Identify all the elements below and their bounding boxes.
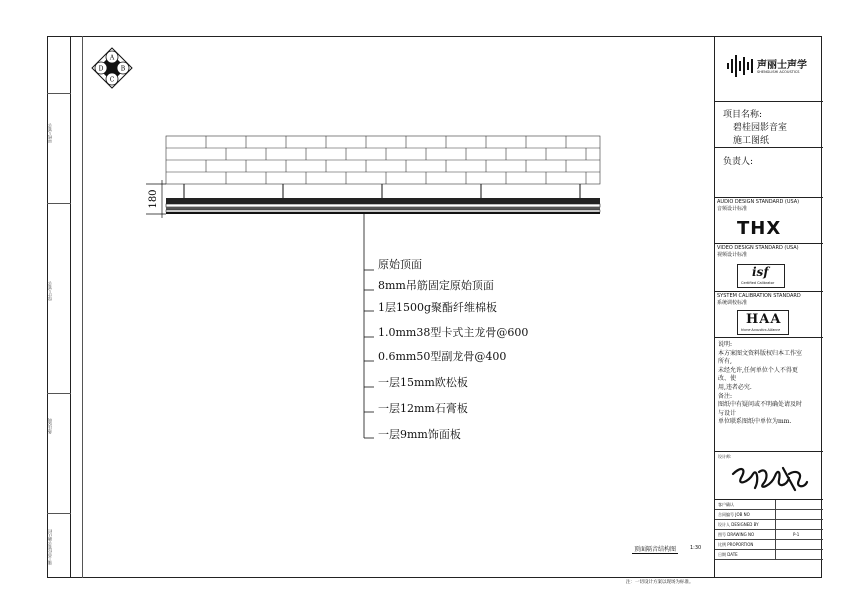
info-row-label: 比例 PROPORTION [718, 542, 754, 547]
haa-logo [737, 310, 789, 335]
project-subtitle: 施工图纸 [733, 136, 770, 146]
isf-logo [737, 264, 785, 288]
info-row [715, 550, 823, 560]
responsible-label: 负责人: [723, 157, 754, 167]
footer-note: 注：一切设计方案以现场为标准。 [626, 580, 694, 585]
original-ceiling-brick [166, 136, 600, 184]
info-row-label: 日期 DATE [718, 552, 738, 557]
designer-label: 设计师: [718, 454, 732, 459]
brand-name: 声丽士声学 [757, 60, 807, 71]
info-row [715, 500, 823, 510]
left-strip-inner [71, 36, 83, 578]
strip-cell [47, 94, 71, 204]
compass-letter: D [98, 65, 104, 73]
compass-icon [90, 46, 134, 90]
notes-title: 说明: [718, 341, 733, 348]
compass-letter: A [109, 54, 115, 62]
responsible-box [715, 148, 823, 198]
note-line: 图纸中有疑问或不明确处请及时 [718, 401, 803, 409]
callout-label: 一层15mm欧松板 [378, 376, 468, 389]
info-row [715, 520, 823, 530]
gypsum-layer [166, 210, 600, 212]
strip-label: 施工单位签字确认栏 [47, 529, 52, 565]
fiber-board-layer [166, 198, 600, 204]
callout-label: 原始顶面 [378, 258, 422, 271]
project-box [715, 102, 823, 148]
info-row [715, 510, 823, 520]
video-standard-title: VIDEO DESIGN STANDARD (USA) [717, 245, 799, 251]
keel-layer [166, 204, 600, 207]
left-signature-strip [47, 36, 71, 578]
info-row [715, 530, 823, 540]
isf-logo-text: isf [752, 265, 769, 279]
notes [718, 341, 822, 427]
hanger-rods [184, 184, 580, 198]
notes-box [715, 338, 823, 452]
strip-cell [47, 394, 71, 514]
compass-letter: C [109, 76, 115, 84]
callout-ticks [364, 270, 374, 438]
strip-cell [47, 36, 71, 94]
finish-panel-layer [166, 212, 600, 214]
strip-cell [47, 204, 71, 394]
logo-box [715, 36, 823, 102]
calibration-standard-title: SYSTEM CALIBRATION STANDARD [717, 293, 801, 299]
designer-signature [729, 460, 809, 496]
soundwave-logo-icon [727, 55, 757, 77]
note-line: 未经允许,任何单位个人不得更 [718, 366, 798, 374]
calibration-standard-box [715, 292, 823, 338]
video-standard-box [715, 244, 823, 292]
info-row-label: 客户确认 [718, 502, 734, 507]
callout-label: 一层9mm饰面板 [378, 428, 461, 441]
note-line: 备注: [718, 392, 733, 400]
note-line: 本方案图文资料版权归本工作室 [718, 349, 803, 357]
brand-subtitle: SHENGLISHI ACOUSTICS [757, 70, 800, 74]
osb-layer [166, 207, 600, 210]
note-line: 单位联系图纸中单位为mm. [718, 418, 792, 426]
haa-logo-sub: Home Acoustics Alliance [741, 328, 781, 332]
isf-logo-sub: Certified Calibrator [741, 281, 775, 285]
callout-label: 0.6mm50型副龙骨@400 [378, 350, 507, 363]
title-block [714, 36, 822, 578]
ceiling-section-drawing [140, 130, 610, 460]
callout-label: 8mm吊筋固定原始顶面 [378, 279, 494, 292]
audio-standard-box [715, 198, 823, 244]
designer-box [715, 452, 823, 500]
info-row-label: 设计人 DESIGNED BY [718, 522, 759, 527]
drawing-title: 顶面隔音结构图 [634, 546, 677, 553]
note-line: 所有, [718, 358, 732, 366]
info-row-label: 合同编号 JOB NO [718, 512, 750, 517]
info-row [715, 540, 823, 550]
drawing-scale: 1:30 [690, 545, 702, 551]
thx-logo: THX [737, 218, 782, 239]
note-line: 改、使 [718, 375, 737, 383]
project-label: 项目名称: [723, 110, 763, 120]
callout-label: 一层12mm石膏板 [378, 402, 468, 415]
calibration-standard-cn: 系统调校标准 [717, 300, 748, 306]
callout-label: 1.0mm38型卡式主龙骨@600 [378, 326, 529, 339]
strip-label: 审核人签字 [47, 123, 52, 143]
note-line: 用,违者必究. [718, 383, 752, 391]
info-row-label: 图号 DRAWING NO [718, 532, 755, 537]
info-row-value: P-1 [793, 532, 800, 537]
compass-letter: B [120, 65, 126, 73]
audio-standard-cn: 音频设计标准 [717, 206, 748, 212]
callout-label: 1层1500g聚酯纤维棉板 [378, 301, 498, 314]
video-standard-cn: 视频设计标准 [717, 252, 748, 258]
info-divider [775, 500, 776, 560]
audio-standard-title: AUDIO DESIGN STANDARD (USA) [717, 199, 800, 205]
project-name: 碧桂园影音室 [733, 123, 788, 133]
strip-label: 设计人签字 [47, 281, 52, 301]
strip-label: 备注说明 [47, 418, 52, 434]
haa-logo-text: HAA [746, 312, 782, 327]
dimension-label: 180 [148, 189, 159, 209]
note-line: 与设计 [718, 409, 737, 417]
